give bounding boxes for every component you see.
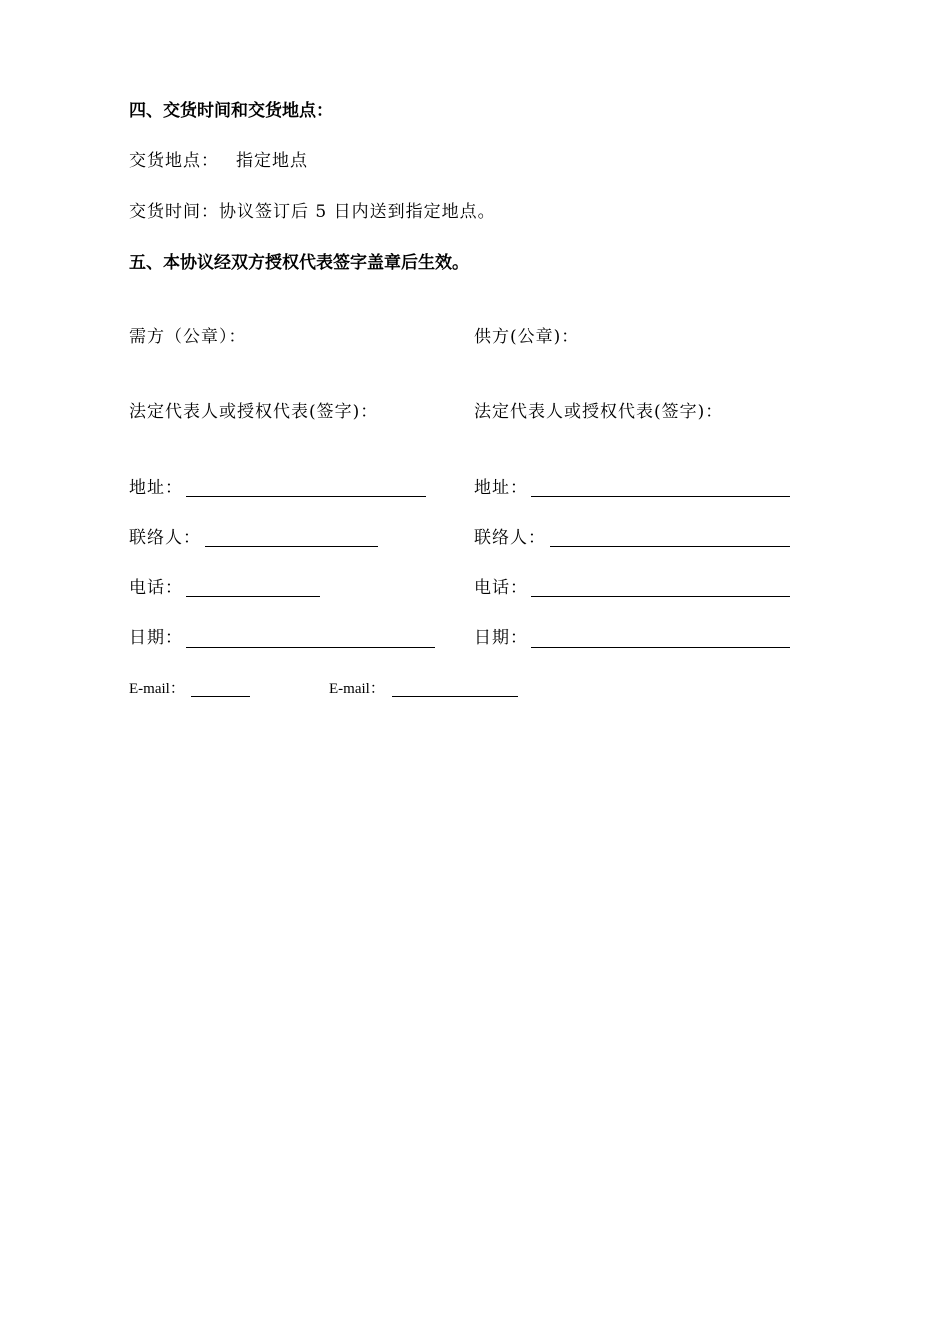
seller-contact-field[interactable] bbox=[550, 546, 790, 547]
delivery-place-value: 指定地点 bbox=[236, 151, 308, 171]
seller-email-label: E-mail： bbox=[329, 681, 385, 697]
buyer-phone-label: 电话： bbox=[129, 578, 183, 598]
section4-heading: 四、交货时间和交货地点： bbox=[129, 101, 333, 121]
buyer-date-label: 日期： bbox=[129, 628, 183, 648]
seller-email-field[interactable] bbox=[392, 696, 518, 697]
buyer-email-label: E-mail： bbox=[129, 681, 185, 697]
buyer-contact-label: 联络人： bbox=[129, 528, 201, 548]
seller-address-field[interactable] bbox=[531, 496, 790, 497]
buyer-email-field[interactable] bbox=[191, 696, 250, 697]
buyer-phone-field[interactable] bbox=[186, 596, 320, 597]
delivery-time-text: 交货时间：协议签订后 5 日内送到指定地点。 bbox=[129, 202, 496, 222]
buyer-seal-label: 需方（公章）： bbox=[129, 327, 247, 347]
seller-rep-label: 法定代表人或授权代表(签字)： bbox=[474, 402, 724, 422]
buyer-contact-field[interactable] bbox=[205, 546, 378, 547]
delivery-place-label: 交货地点： bbox=[129, 151, 219, 171]
seller-seal-label: 供方(公章)： bbox=[474, 327, 580, 347]
seller-contact-label: 联络人： bbox=[474, 528, 546, 548]
seller-phone-field[interactable] bbox=[531, 596, 790, 597]
buyer-date-field[interactable] bbox=[186, 647, 435, 648]
buyer-address-field[interactable] bbox=[186, 496, 426, 497]
seller-phone-label: 电话： bbox=[474, 578, 528, 598]
section5-heading: 五、本协议经双方授权代表签字盖章后生效。 bbox=[129, 253, 469, 273]
buyer-address-label: 地址： bbox=[129, 478, 183, 498]
buyer-rep-label: 法定代表人或授权代表(签字)： bbox=[129, 402, 379, 422]
seller-address-label: 地址： bbox=[474, 478, 528, 498]
seller-date-field[interactable] bbox=[531, 647, 790, 648]
seller-date-label: 日期： bbox=[474, 628, 528, 648]
